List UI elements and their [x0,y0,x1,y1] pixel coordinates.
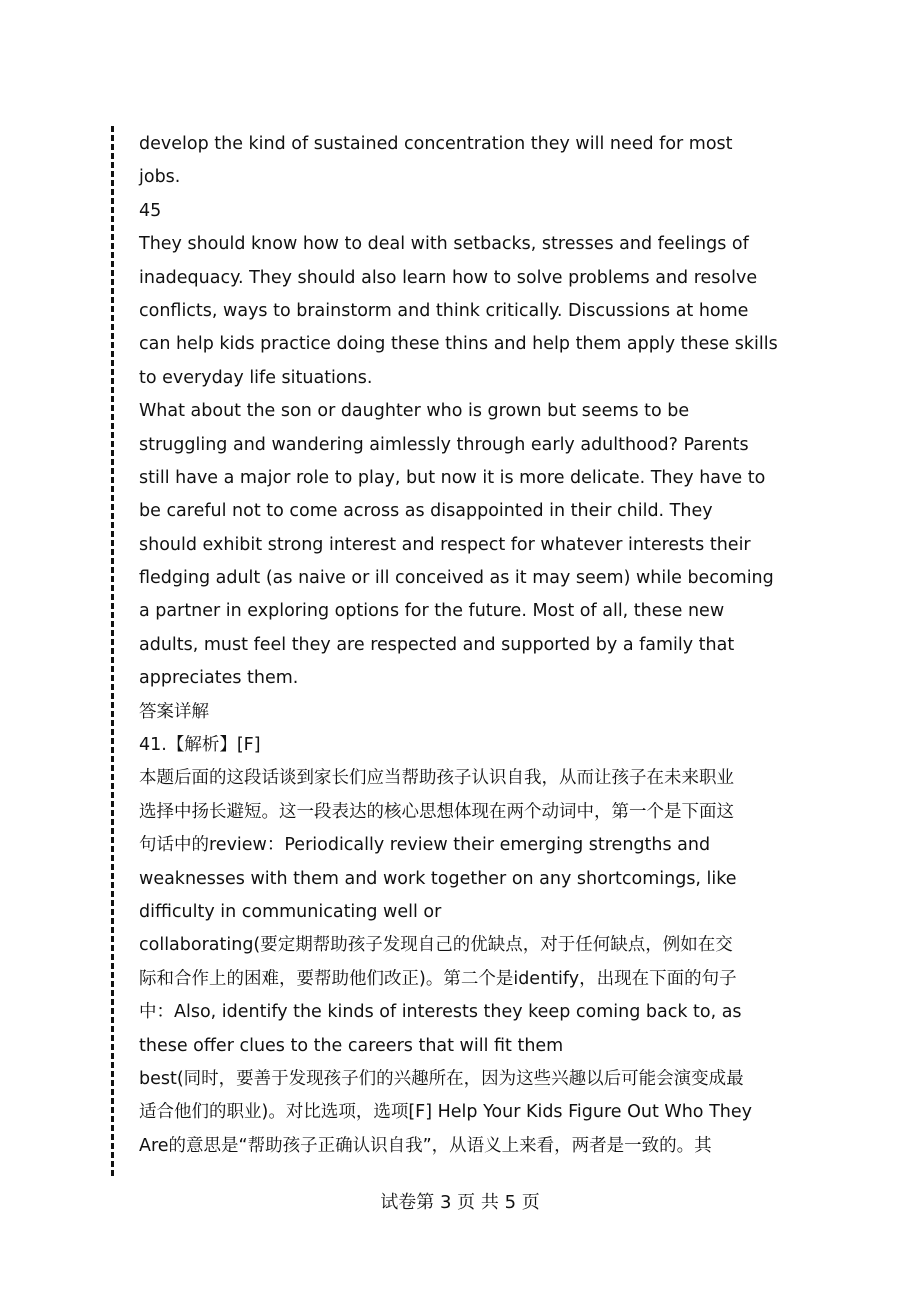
text-line: still have a major role to play, but now it is more delicate. They have to [139,467,766,488]
text-line: 适合他们的职业)。对比选项，选项[F] Help Your Kids Figure Out Who They [139,1102,752,1123]
section-heading: 答案详解 [139,701,209,722]
text-line: can help kids practice doing these thins and help them apply these skills [139,334,778,355]
answer-label: 41.【解析】[F] [139,735,261,756]
text-line: appreciates them. [139,668,299,689]
text-line: 选择中扬长避短。这一段表达的核心思想体现在两个动词中，第一个是下面这 [139,801,734,822]
text-line: They should know how to deal with setbacks, stresses and feelings of [139,234,749,255]
text-line: jobs. [139,167,181,188]
text-line: collaborating(要定期帮助孩子发现自己的优缺点，对于任何缺点，例如在交 [139,935,733,956]
text-line: to everyday life situations. [139,367,373,388]
text-line: inadequacy. They should also learn how to solve problems and resolve [139,267,758,288]
text-line: best(同时，要善于发现孩子们的兴趣所在，因为这些兴趣以后可能会演变成最 [139,1068,744,1089]
text-line: 本题后面的这段话谈到家长们应当帮助孩子认识自我，从而让孩子在未来职业 [139,768,734,789]
text-line: difficulty in communicating well or [139,901,442,922]
text-line: these offer clues to the careers that will fit them [139,1035,564,1056]
text-line: develop the kind of sustained concentration they will need for most [139,134,733,154]
question-number: 45 [139,200,162,221]
text-line: conflicts, ways to brainstorm and think critically. Discussions at home [139,300,749,321]
text-line: weaknesses with them and work together on any shortcomings, like [139,868,737,889]
text-line: fledging adult (as naive or ill conceived as it may seem) while becoming [139,568,774,589]
text-line: adults, must feel they are respected and supported by a family that [139,634,735,655]
page-body [139,128,789,1163]
text-line: 际和合作上的困难，要帮助他们改正)。第二个是identify，出现在下面的句子 [139,968,737,989]
text-line: 中：Also, identify the kinds of interests they keep coming back to, as [139,1002,742,1023]
page-footer: 试卷第 3 页 共 5 页 [380,1192,540,1213]
text-line: be careful not to come across as disappointed in their child. They [139,501,713,522]
text-line: struggling and wandering aimlessly through early adulthood? Parents [139,434,749,455]
binding-cut-line [111,126,114,1176]
text-line: a partner in exploring options for the future. Most of all, these new [139,601,725,622]
text-line: Are的意思是“帮助孩子正确认识自我”，从语义上来看，两者是一致的。其 [139,1135,712,1156]
text-line: should exhibit strong interest and respect for whatever interests their [139,534,751,555]
text-line: 句话中的review：Periodically review their emerging strengths and [139,835,711,856]
text-line: What about the son or daughter who is grown but seems to be [139,401,690,422]
